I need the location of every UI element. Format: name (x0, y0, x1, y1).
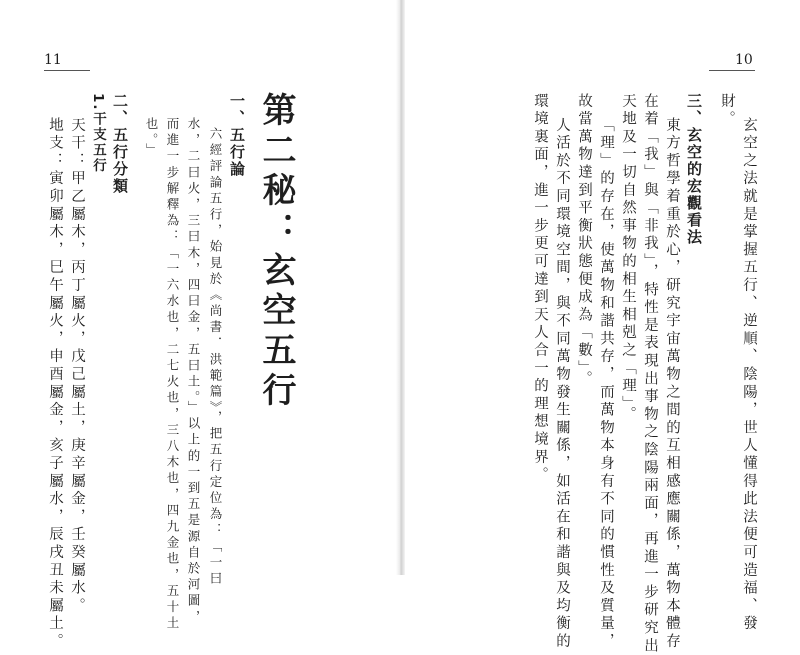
body-line: 東方哲學着重於心，研究宇宙萬物之間的互相感應關係，萬物本體存 (664, 117, 680, 651)
body-line: 「理」的存在，使萬物和諧共存，而萬物本身有不同的慣性及質量， (598, 117, 614, 651)
page-number-right: 10 (735, 52, 753, 68)
body-line: 財。 (719, 93, 735, 129)
body-line: 天干：甲乙屬木，丙丁屬火，戊己屬土，庚辛屬金，壬癸屬水。 (69, 117, 85, 616)
section-heading-1: 一、五行論 (228, 93, 246, 178)
body-line: 也。」 (144, 117, 159, 160)
section-heading-3: 三、玄空的宏觀看法 (685, 93, 703, 246)
body-line: 故當萬物達到平衡狀態便成為「數」。 (576, 93, 592, 389)
section-heading-2: 二、五行分類 (111, 93, 129, 195)
body-line: 玄空之法就是掌握五行、逆順、陰陽，世人懂得此法便可造福、發 (741, 117, 757, 634)
chapter-title: 第二秘：玄空五行 (256, 92, 296, 412)
body-line: 在着「我」與「非我」，特性是表現出事物之陰陽兩面，再進一步研究出 (642, 93, 658, 655)
header-rule-right (709, 70, 755, 71)
body-line: 天地及一切自然事物的相生相剋之「理」。 (620, 93, 636, 424)
body-line: 而進一步解釋為：「一六水也，二七火也，三八木也，四九金也，五十土 (165, 117, 180, 633)
header-rule-left (44, 70, 90, 71)
subsection-heading: 1.干支五行 (90, 93, 106, 174)
page-number-left: 11 (44, 52, 62, 68)
body-line: 地支：寅卯屬木，巳午屬火，申酉屬金，亥子屬水，辰戌丑未屬土。 (47, 117, 63, 651)
body-line: 環境裏面，進一步更可達到天人合一的理想境界。 (532, 93, 548, 485)
book-gutter (396, 0, 405, 575)
body-line: 六經評論五行，始見於《尚書．洪範篇》，把五行定位為：「一曰 (208, 127, 223, 588)
body-line: 水，二曰火，三曰木，四曰金，五曰土。」以上的一到五是源自於河圖， (186, 117, 201, 626)
body-line: 人活於不同環境空間，與不同萬物發生關係，如活在和諧與及均衡的 (554, 117, 570, 651)
